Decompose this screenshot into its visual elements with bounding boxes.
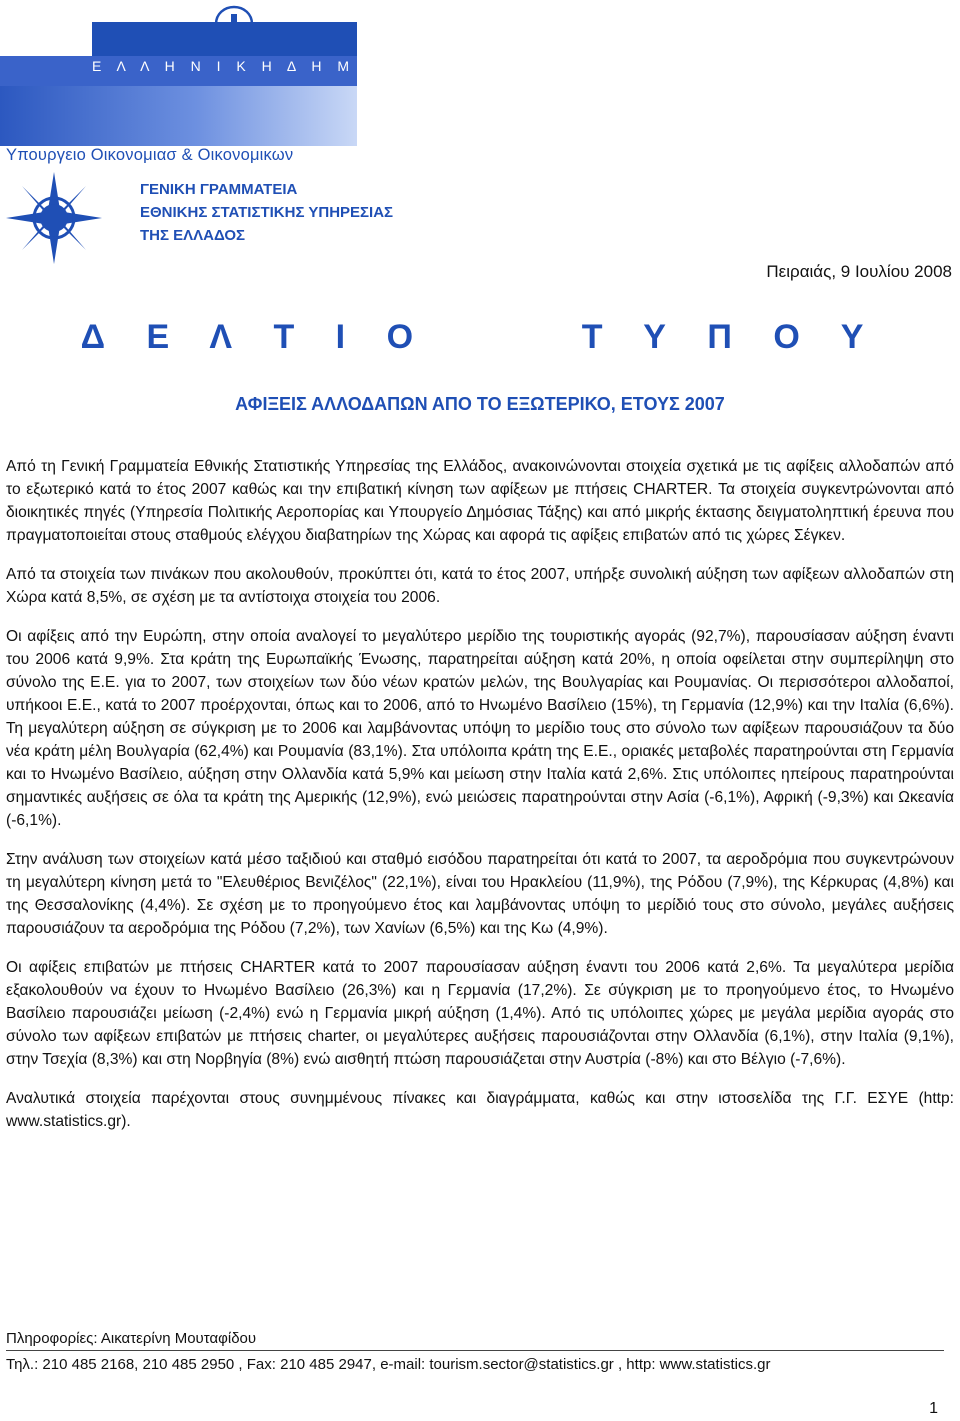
page-number: 1 <box>929 1400 938 1417</box>
statistics-compass-emblem-icon <box>4 170 104 266</box>
document-title: Δ Ε Λ Τ Ι Ο Τ Υ Π Ο Υ <box>80 318 880 356</box>
paragraph: Οι αφίξεις από την Ευρώπη, στην οποία αναλογεί το μεγαλύτερο μερίδιο της τουριστικής αγοράς (92,7%), παρουσίασαν αύξηση έναντι του 2006 κατά 9,9%. Στα κράτη της Ευρωπαϊκής Ένωσης, παρατηρείται αύξηση κατά 20%, η οποία οφείλεται στην συμπερίληψη στο σύνολο της Ε.Ε. για το 2007, των στοιχείων των δύο νέων κρατών μελών, της Βουλγαρίας και Ρουμανίας. Οι περισσότεροι αλλοδαποί, υπήκοοι Ε.Ε., κατά το 2007 προέρχονται, όπως και το 2006, από το Ηνωμένο Βασίλειο (15%), τη Γερμανία (12,9%) και την Ιταλία (6,6%). Τη μεγαλύτερη αύξηση σε σύγκριση με το 2006 και λαμβάνοντας υπόψη το μερίδιο τους στο σύνολο των αφίξεων παρουσιάζουν τα δύο νέα κράτη μέλη Βουλγαρία (62,4%) και Ρουμανία (83,1%). Στα υπόλοιπα κράτη της Ε.Ε., οριακές μεταβολές παρατηρούνται στη Γερμανία και το Ηνωμένο Βασίλειο, αύξηση στην Ολλανδία κατά 5,9% και μείωση στην Ιταλία κατά 2,6%. Στις υπόλοιπες ηπείρους παρατηρούνται σημαντικές αυξήσεις σε όλα τα κράτη της Αμερικής (12,9%), ενώ μειώσεις παρατηρούνται στην Ασία (-6,1%), Αφρική (-9,3%) και Ωκεανία (-6,1%). <box>6 628 954 829</box>
paragraph: Από τη Γενική Γραμματεία Εθνικής Στατιστικής Υπηρεσίας της Ελλάδος, ανακοινώνονται στοιχεία σχετικά με τις αφίξεις αλλοδαπών από το εξωτερικό κατά το έτος 2007 καθώς και την επιβατική κίνηση των αφίξεων με πτήσεις CHARTER. Τα στοιχεία συγκεντρώνονται από διοικητικές πηγές (Υπηρεσία Πολιτικής Αεροπορίας και Υπουργείο Δημόσιας Τάξης) και από μικρής έκτασης δειγματοληπτική έρευνα που πραγματοποιείται στους σταθμούς ελέγχου διαβατηρίων της Χώρας και αφορά τις αφίξεις επιβατών από τις χώρες Σέγκεν. <box>6 458 954 544</box>
document-body <box>6 455 954 1149</box>
paragraph: Στην ανάλυση των στοιχείων κατά μέσο ταξιδιού και σταθμό εισόδου παρατηρείται ότι κατά το 2007, τα αεροδρόμια που συγκεντρώνουν τη μεγαλύτερη κίνηση μετά το "Ελευθέριος Βενιζέλος" (22,1%), είναι του Ηρακλείου (11,9%), της Ρόδου (7,9%), της Κέρκυρας (4,8%) και της Θεσσαλονίκης (4,4%). Σε σχέση με το προηγούμενο έτος και λαμβάνοντας υπόψη το μερίδιό τους στο σύνολο, μεγάλες αυξήσεις παρουσιάζουν τα αεροδρόμια της Ρόδου (7,2%), των Χανίων (6,5%) και της Κω (4,9%). <box>6 851 954 937</box>
agency-line-1: ΓΕΝΙΚΗ ΓΡΑΜΜΑΤΕΙΑ <box>140 181 298 198</box>
ministry-name: Υπουργειο Οικονομιασ & Οικονομικων <box>6 146 294 164</box>
paragraph: Από τα στοιχεία των πινάκων που ακολουθούν, προκύπτει ότι, κατά το έτος 2007, υπήρξε συνολική αύξηση των αφίξεων αλλοδαπών στη Χώρα κατά 8,5%, σε σχέση με τα αντίστοιχα στοιχεία του 2006. <box>6 566 954 606</box>
agency-name <box>140 178 393 247</box>
republic-label: Ε Λ Λ Η Ν Ι Κ Η Δ Η Μ Ο Κ Ρ Α Τ Ι Α <box>92 58 524 74</box>
agency-line-3: ΤΗΣ ΕΛΛΑΔΟΣ <box>140 227 246 244</box>
header-gradient-strip <box>0 86 357 146</box>
paragraph: Αναλυτικά στοιχεία παρέχονται στους συνημμένους πίνακες και διαγράμματα, καθώς και στην ιστοσελίδα της Γ.Γ. ΕΣΥΕ (http: www.statistics.gr). <box>6 1090 954 1130</box>
footer-divider <box>6 1350 944 1351</box>
contact-details: Τηλ.: 210 485 2168, 210 485 2950 , Fax: 210 485 2947, e-mail: tourism.sector@statistics.gr , http: www.statistics.gr <box>6 1356 771 1373</box>
release-date: Πειραιάς, 9 Ιουλίου 2008 <box>766 262 952 281</box>
paragraph: Οι αφίξεις επιβατών με πτήσεις CHARTER κατά το 2007 παρουσίασαν αύξηση έναντι του 2006 κατά 2,6%. Τα μεγαλύτερα μερίδια εξακολουθούν να έχουν το Ηνωμένο Βασίλειο (26,3%) και η Γερμανία (17,2%). Σε σύγκριση με το προηγούμενο έτος, το Ηνωμένο Βασίλειο παρουσιάζει μείωση (-2,4%) ενώ η Γερμανία μικρή αύξηση (1,4%). Από τις υπόλοιπες χώρες με μεγάλα μερίδια αγοράς στο σύνολο των αφίξεων επιβατών με πτήσεις charter, οι μεγαλύτερες αυξήσεις παρουσιάζονται στην Ολλανδία (6,1%), στην Ιταλία (9,1%), στην Τσεχία (8,3%) και στη Νορβηγία (8%) ενώ αισθητή πτώση παρουσιάζεται στην Αυστρία (-8%) και στο Βέλγιο (-7,6%). <box>6 959 954 1068</box>
document-subtitle: ΑΦΙΞΕΙΣ ΑΛΛΟΔΑΠΩΝ ΑΠΟ ΤΟ ΕΞΩΤΕΡΙΚΟ, ΕΤΟΥΣ 2007 <box>235 394 725 414</box>
agency-line-2: ΕΘΝΙΚΗΣ ΣΤΑΤΙΣΤΙΚΗΣ ΥΠΗΡΕΣΙΑΣ <box>140 204 394 221</box>
contact-person: Πληροφορίες: Αικατερίνη Μουταφίδου <box>6 1330 257 1347</box>
header-blue-band <box>92 22 357 56</box>
